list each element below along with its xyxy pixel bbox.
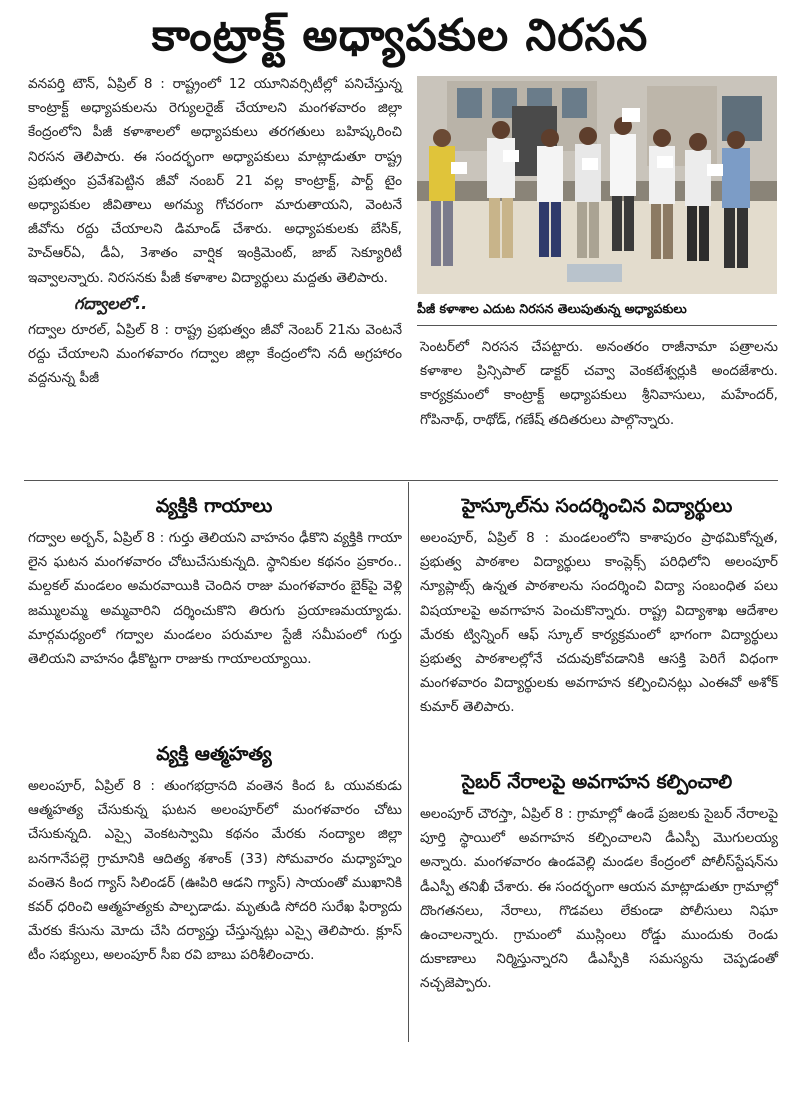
story4-title: హైస్కూల్‌ను సందర్శించిన విద్యార్థులు: [461, 495, 733, 517]
story2-title: వ్యక్తికి గాయాలు: [155, 495, 273, 517]
story4-body: అలంపూర్, ఏప్రిల్ 8 : మండలంలోని కాశాపురం ప్రాథమికోన్నత, ప్రభుత్వ పాఠశాల విద్యార్థులు కాంప్లెక్స్ పరిధిలోని అలంపూర్ న్యూప్లాట్స్ ఉన్నత పాఠశాలను సందర్శించి విద్యా సంబంధిత పలు విషయాలపై అవగాహన పెంచుకొన్నారు. రాష్ట్ర విద్యాశాఖ ఆదేశాల మేరకు ట్విన్నింగ్ ఆఫ్ స్కూల్ కార్యక్రమంలో భాగంగా విద్యార్థులు ప్రభుత్వ పాఠశాలల్లోనే చదువుకోవడానికి ఆసక్తి పెరిగే విధంగా మంగళవారం విద్యార్థులకు అవగాహన కల్పించినట్లు ఎంఈవో అశోక్ కుమార్ తెలిపారు.: [420, 530, 778, 716]
story3-title: వ్యక్తి ఆత్మహత్య: [156, 743, 272, 765]
story2-body: గద్వాల అర్బన్, ఏప్రిల్ 8 : గుర్తు తెలియని వాహనం ఢీకొని వ్యక్తికి గాయా లైన ఘటన మంగళవారం చోటుచేసుకున్నది. స్థానికుల కథనం ప్రకారం.. మల్దకల్ మండలం అమరవాయికి చెందిన రాజు మంగళవారం బైక్‌పై వెళ్లి జమ్ములమ్మ అమ్మవారిని దర్శించుకొని తిరుగు ప్రయాణమయ్యాడు. మార్గమధ్యంలో గద్వాల మండలం పరుమాల స్టేజీ సమీపంలో గుర్తు తెలియని వాహనం ఢీకొట్టగా రాజుకు గాయాలయ్యాయి.: [28, 530, 402, 668]
story3-body: అలంపూర్, ఏప్రిల్ 8 : తుంగభద్రానది వంతెన కింద ఓ యువకుడు ఆత్మహత్య చేసుకున్న ఘటన అలంపూర్‌లో మంగళవారం చోటు చేసుకున్నది. ఎస్సై వెంకటస్వామి కథనం మేరకు నంద్యాల జిల్లా బనగానేపల్లె గ్రామానికి ఆదిత్య శశాంక్ (33) సోమవారం మధ్యాహ్నం వంతెన కింద గ్యాస్ సిలిండర్ (ఊపిరి ఆడని గ్యాస్) సాయంతో ముఖానికి కవర్ ధరించి ఆత్మహత్యకు పాల్పడాడు. మృతుడి సోదరి సురేఖ ఫిర్యాదు మేరకు కేసును మోదు చేసి దర్యాప్తు చేస్తున్నట్లు ఎస్సై తెలిపారు. క్లూస్ టీం సభ్యులు, అలంపూర్ సీఐ రవి బాబు పరిశీలించారు.: [28, 778, 402, 964]
story1-left-column: [28, 72, 402, 390]
story1-right-continuation: సెంటర్‌లో నిరసన చేపట్టారు. అనంతరం రాజీనామా పత్రాలను కళాశాల ప్రిన్సిపాల్ డాక్టర్ చవ్వా వెంకటేశ్వర్లుకి అందజేశారు. కార్యక్రమంలో కాంట్రాక్ట్ అధ్యాపకులు శ్రీనివాసులు, మహేందర్, గోపినాథ్, రాథోడ్, గణేష్ తదితరులు పాల్గొన్నారు.: [420, 339, 778, 428]
story1-gadwal-text: గద్వాల రూరల్, ఏప్రిల్ 8 : రాష్ట్ర ప్రభుత్వం జీవో నెంబర్ 21ను వెంటనే రద్దు చేయాలని మంగళవారం గద్వాల జిల్లా కేంద్రంలోని నదీ అగ్రహారం వద్దనున్న పీజీ: [28, 321, 402, 387]
page-bottom-margin: [0, 1044, 800, 1113]
protest-photo: [417, 76, 777, 294]
page-headline: కాంట్రాక్ట్ అధ్యాపకుల నిరసన: [151, 10, 649, 61]
story5-title: సైబర్ నేరాలపై అవగాహన కల్పించాలి: [461, 771, 733, 793]
column-divider: [408, 482, 409, 1042]
photo-caption: పీజీ కళాశాల ఎదుట నిరసన తెలుపుతున్న అధ్యాపకులు: [417, 301, 687, 316]
story1-subhead: గద్వాలలో..: [74, 293, 148, 313]
story5-body: అలంపూర్ చౌరస్తా, ఏప్రిల్ 8 : గ్రామాల్లో ఉండే ప్రజలకు సైబర్ నేరాలపై పూర్తి స్థాయిలో అవగాహన కల్పించాలని డీఎస్పీ మొగులయ్య అన్నారు. మంగళవారం ఉండవెల్లి మండల కేంద్రంలో పోలీస్‌స్టేషన్‌ను డీఎస్పీ తనిఖీ చేశారు. ఈ సందర్భంగా ఆయన మాట్లాడుతూ గ్రామాల్లో దొంగతనలు, నేరాలు, గొడవలు లేకుండా పోలీసులు నిఘా ఉంచాలన్నారు. గ్రామంలో ముస్లింలు రోడ్డు ముందుకు రెండు దుకాణాలు నిర్మిస్తున్నారని డీఎస్పీకి సమస్యను చెప్పడంతో నచ్చజెప్పారు.: [420, 806, 778, 992]
section-divider: [24, 480, 778, 481]
protest-photo-illustration: [417, 76, 777, 294]
caption-rule: [417, 325, 777, 326]
story1-body: వనపర్తి టౌన్, ఏప్రిల్ 8 : రాష్ట్రంలో 12 యూనివర్సిటీల్లో పనిచేస్తున్న కాంట్రాక్ట్ అధ్యాపకులను రెగ్యులరైజ్ చేయాలని మంగళవారం జిల్లా కేంద్రంలోని పీజీ కళాశాలలో అధ్యాపకులు తరగతులు బహిష్కరించి నిరసన తెలిపారు. ఈ సందర్భంగా అధ్యాపకులు మాట్లాడుతూ రాష్ట్ర ప్రభుత్వం ప్రవేశపెట్టిన జీవో నంబర్ 21 వల్ల కాంట్రాక్ట్, పార్ట్ టైం అధ్యాపకుల జీవితాలు అగమ్య గోచరంగా మారుతాయని, వెంటనే జీవోను రద్దు చేయాలని డిమాండ్ చేశారు. అధ్యాపకులకు బేసిక్, హెచ్ఆర్ఏ, డీఏ, 3శాతం వార్షిక ఇంక్రిమెంట్, జాబ్ సెక్యూరిటీ ఇవ్వాలన్నారు. నిరసనకు పీజీ కళాశాల విద్యార్థులు మద్దతు తెలిపారు.: [28, 76, 402, 286]
